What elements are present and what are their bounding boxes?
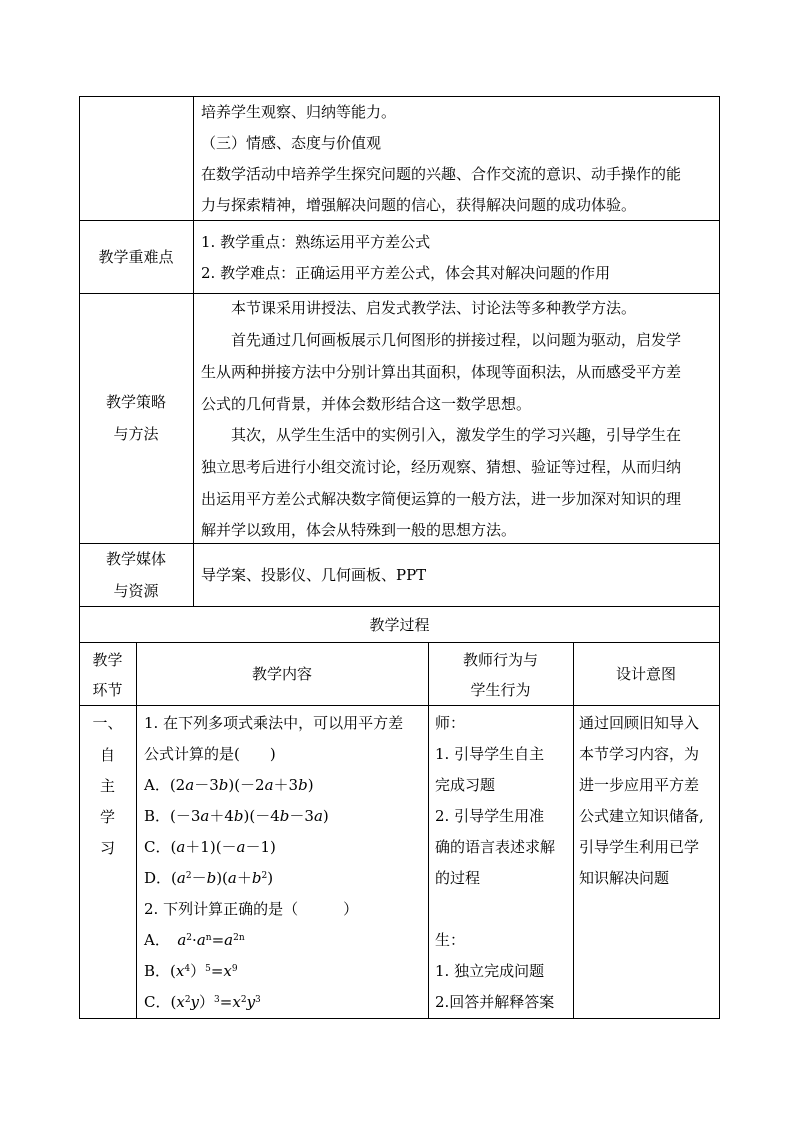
intent-line: 本节学习内容，为 <box>579 745 700 763</box>
strategy-label: 教学策略 <box>105 393 166 411</box>
intent-line: 公式建立知识储备, <box>579 807 704 825</box>
strategy-paragraph-line: 解并学以致用，体会从特殊到一般的思想方法。 <box>201 521 517 539</box>
stage-text: 一、 <box>92 714 123 732</box>
behavior-line: 2. 引导学生用准 <box>435 807 545 825</box>
stage-text: 自 <box>99 746 115 764</box>
question-2-option-b: B．$(x^4)^5=x^9$ <box>144 962 238 980</box>
strategy-paragraph-line: 出运用平方差公式解决数字简便运算的一般方法，进一步加深对知识的理 <box>201 490 682 508</box>
media-label: 教学媒体 <box>105 550 166 568</box>
question-1-stem: 公式计算的是( ) <box>144 745 276 763</box>
intent-line: 知识解决问题 <box>579 869 670 887</box>
question-2-stem: 2. 下列计算正确的是（ ） <box>144 900 359 918</box>
strategy-paragraph-line: 公式的几何背景，并体会数形结合这一数学思想。 <box>201 395 532 413</box>
behavior-line: 师： <box>435 714 466 732</box>
key-point-item: 2. 教学难点：正确运用平方差公式，体会其对解决问题的作用 <box>201 264 611 282</box>
intent-line: 通过回顾旧知导入 <box>579 714 700 732</box>
row-divider <box>79 705 720 706</box>
strategy-paragraph-line: 首先通过几何画板展示几何图形的拼接过程，以问题为驱动，启发学 <box>231 331 682 349</box>
intent-header: 设计意图 <box>615 665 676 683</box>
question-1-option-c: C．(a＋1)(－a－1) <box>144 838 276 856</box>
question-1-option-b: B．(－3a＋4b)(－4b－3a) <box>144 807 329 825</box>
row-divider <box>79 293 720 294</box>
behavior-line: 完成习题 <box>435 776 496 794</box>
intent-line: 进一步应用平方差 <box>579 776 700 794</box>
question-2-option-c: C．$(x^2y)^3=x^2y^3$ <box>144 993 261 1011</box>
stage-text: 习 <box>99 839 115 857</box>
stage-header: 教学 <box>92 651 123 669</box>
behavior-line: 1. 引导学生自主 <box>435 745 545 763</box>
behavior-header: 学生行为 <box>470 681 531 699</box>
key-points-label: 教学重难点 <box>98 248 174 266</box>
objective-line: 培养学生观察、归纳等能力。 <box>201 103 397 121</box>
column-divider <box>136 642 137 1019</box>
objective-line: 力与探索精神，增强解决问题的信心，获得解决问题的成功体验。 <box>201 196 637 214</box>
media-label: 与资源 <box>113 582 159 600</box>
strategy-paragraph-line: 独立思考后进行小组交流讨论，经历观察、猜想、验证等过程，从而归纳 <box>201 458 682 476</box>
objective-heading: （三）情感、态度与价值观 <box>201 134 382 152</box>
behavior-line: 1. 独立完成问题 <box>435 962 545 980</box>
row-divider <box>79 220 720 221</box>
question-1-stem: 1. 在下列多项式乘法中，可以用平方差 <box>144 714 404 732</box>
behavior-line: 确的语言表述求解 <box>435 838 556 856</box>
strategy-paragraph-line: 生从两种拼接方法中分别计算出其面积，体现等面积法，从而感受平方差 <box>201 363 682 381</box>
content-header: 教学内容 <box>251 665 312 683</box>
key-point-item: 1. 教学重点：熟练运用平方差公式 <box>201 233 431 251</box>
strategy-label: 与方法 <box>113 425 159 443</box>
objective-line: 在数学活动中培养学生探究问题的兴趣、合作交流的意识、动手操作的能 <box>201 165 682 183</box>
table-border-top <box>79 96 720 97</box>
row-divider <box>79 606 720 607</box>
strategy-paragraph-line: 本节课采用讲授法、启发式教学法、讨论法等多种教学方法。 <box>231 299 637 317</box>
intent-line: 引导学生利用已学 <box>579 838 700 856</box>
media-content: 导学案、投影仪、几何画板、PPT <box>201 566 427 584</box>
strategy-paragraph-line: 其次，从学生生活中的实例引入，激发学生的学习兴趣，引导学生在 <box>231 426 682 444</box>
row-divider <box>79 543 720 544</box>
table-border-bottom <box>79 1018 720 1019</box>
stage-text: 主 <box>99 777 115 795</box>
question-2-option-a: A． $a^2\cdot a^n=a^{2n}$ <box>144 931 245 949</box>
behavior-line: 生： <box>435 931 466 949</box>
question-1-option-d: D．$(a^2-b)(a+b^2)$ <box>144 869 274 887</box>
lesson-plan-table <box>79 96 720 1020</box>
behavior-line: 2.回答并解释答案 <box>435 993 555 1011</box>
row-divider <box>79 642 720 643</box>
stage-header: 环节 <box>92 681 123 699</box>
column-divider <box>573 642 574 1019</box>
label-column-divider <box>193 96 194 607</box>
question-1-option-a: A．(2a－3b)(－2a＋3b) <box>144 776 314 794</box>
stage-text: 学 <box>99 808 115 826</box>
process-title: 教学过程 <box>369 616 430 634</box>
behavior-header: 教师行为与 <box>462 651 538 669</box>
behavior-line: 的过程 <box>435 869 481 887</box>
table-border-right <box>719 96 720 1019</box>
